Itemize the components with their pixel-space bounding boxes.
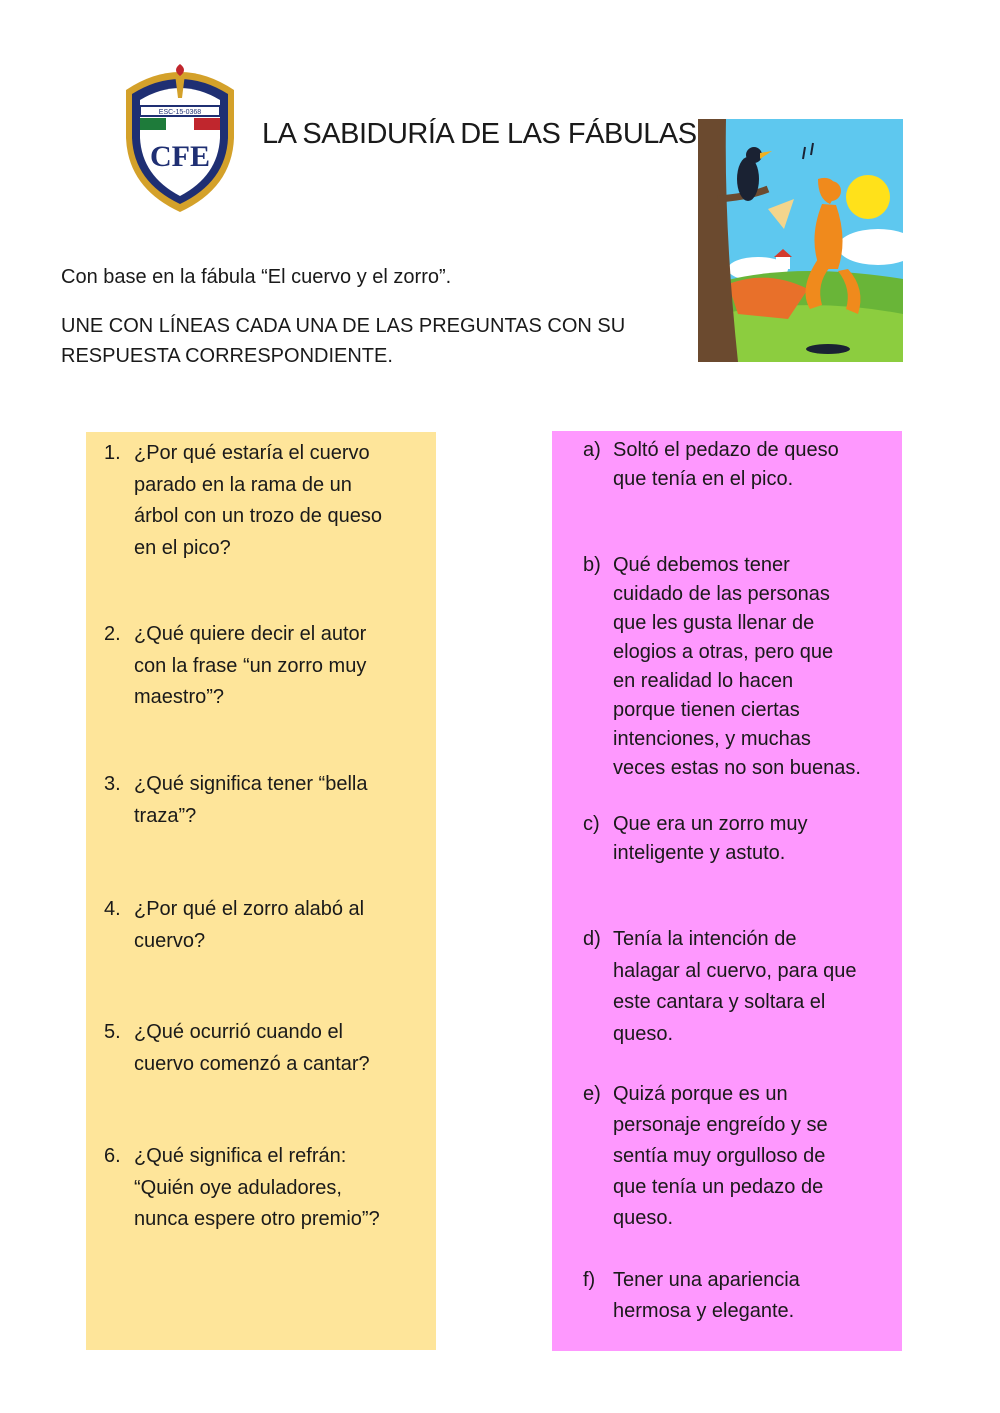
question-text: ¿Por qué el zorro alabó al cuervo? [134,898,365,952]
answer-text: Quizá porque es un personaje engreído y se sentía muy orgulloso de que tenía un pedazo de queso. [613,1083,828,1229]
answer-letter: f) [583,1269,596,1291]
question-text: ¿Qué quiere decir el autor con la frase “un zorro muy maestro”? [134,623,367,708]
question-number: 2. [104,623,121,645]
question-text: ¿Por qué estaría el cuervo parado en la rama de un árbol con un trozo de queso en el pico? [134,442,382,559]
answer-text: Tener una apariencia hermosa y elegante. [613,1269,800,1322]
worksheet-title: LA SABIDURÍA DE LAS FÁBULAS [262,118,697,150]
answer-letter: a) [583,439,601,461]
question-number: 3. [104,773,121,795]
question-number: 4. [104,898,121,920]
answer-letter: c) [583,813,600,835]
answer-letter: b) [583,554,601,576]
crow-and-fox-illustration [698,119,903,362]
svg-text:CFE: CFE [150,140,210,173]
svg-text:ESC-15-0368: ESC-15-0368 [158,109,202,116]
answer-text: Tenía la intención de halagar al cuervo, para que este cantara y soltara el queso. [613,928,857,1045]
question-text: ¿Qué ocurrió cuando el cuervo comenzó a cantar? [134,1021,370,1075]
question-number: 1. [104,442,121,464]
intro-text: Con base en la fábula “El cuervo y el zorro”. [61,266,452,288]
answers-panel [552,431,902,1351]
question-text: ¿Qué significa el refrán: “Quién oye aduladores, nunca espere otro premio”? [134,1145,380,1230]
questions-panel [86,432,436,1350]
answer-text: Qué debemos tener cuidado de las personas que les gusta llenar de elogios a otras, pero que en realidad lo hacen porque tienen ciertas intenciones, y muchas veces estas no son buenas. [613,554,861,779]
question-number: 6. [104,1145,121,1167]
answer-text: Soltó el pedazo de queso que tenía en el pico. [613,439,839,490]
answer-letter: d) [583,928,601,950]
school-crest-logo [118,60,242,214]
question-number: 5. [104,1021,121,1043]
question-text: ¿Qué significa tener “bella traza”? [134,773,368,827]
answer-letter: e) [583,1083,601,1105]
instruction-text: UNE CON LÍNEAS CADA UNA DE LAS PREGUNTAS CON SU RESPUESTA CORRESPONDIENTE. [61,315,626,367]
answer-text: Que era un zorro muy inteligente y astuto. [613,813,808,864]
